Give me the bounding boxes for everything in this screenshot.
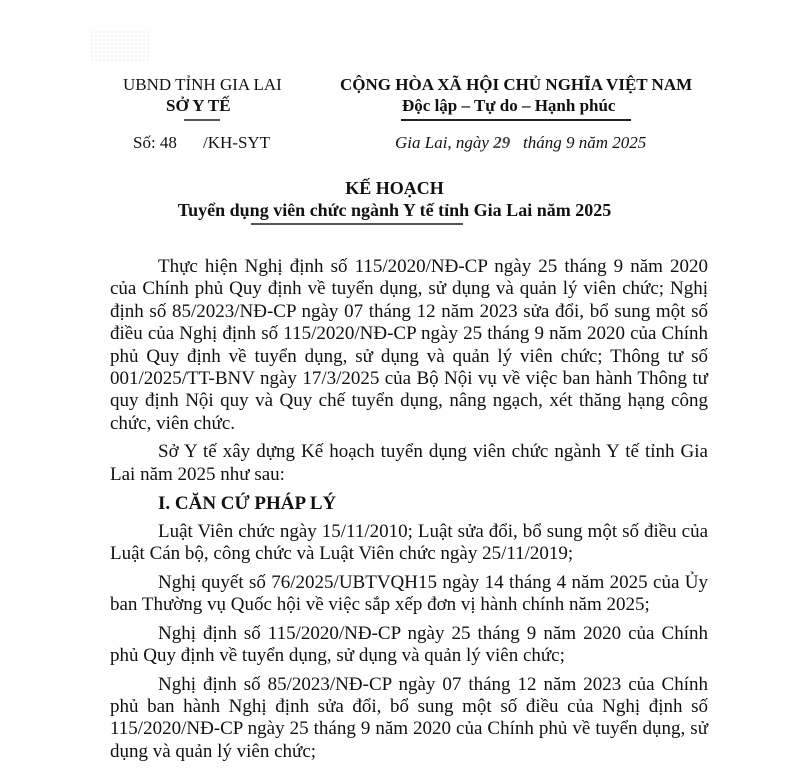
doc-subject: Tuyển dụng viên chức ngành Y tế tỉnh Gia Lai năm 2025 — [177, 200, 612, 220]
date-place — [395, 133, 646, 153]
motto-underline — [401, 119, 631, 121]
date-month-year: tháng 9 năm 2025 — [522, 133, 647, 152]
agency-parent: UBND TỈNH GIA LAI — [123, 75, 282, 94]
cut-off-text — [236, 769, 708, 781]
subject-underline — [251, 223, 463, 225]
legal-basis-item: Nghị quyết số 76/2025/UBTVQH15 ngày 14 tháng 4 năm 2025 của Ủy ban Thường vụ Quốc hội về việc sắp xếp đơn vị hành chính năm 2025; — [110, 571, 708, 616]
legal-basis-item: Nghị định số 115/2020/NĐ-CP ngày 25 tháng 9 năm 2020 của Chính phủ Quy định về tuyển dụng, sử dụng và quản lý viên chức; — [110, 622, 708, 667]
date-day: 29 — [493, 133, 511, 152]
doc-number-prefix: Số: 48 — [133, 133, 177, 152]
document-body — [110, 256, 708, 781]
date-place-label: Gia Lai, ngày — [395, 133, 489, 152]
agency-name: SỞ Y TẾ — [166, 96, 231, 115]
legal-basis-item: Nghị định số 85/2023/NĐ-CP ngày 07 tháng 12 năm 2023 của Chính phủ ban hành Nghị định sửa đổi, bổ sung một số điều của Nghị định số 115/2020/NĐ-CP ngày 25 tháng 9 năm 2020 của Chính phủ về tuyển dụng, sử dụng và quản lý viên chức; — [110, 673, 708, 762]
doc-number-suffix: /KH-SYT — [203, 133, 271, 152]
national-motto: Độc lập – Tự do – Hạnh phúc — [402, 96, 616, 115]
intro-paragraph-1: Thực hiện Nghị định số 115/2020/NĐ-CP ngày 25 tháng 9 năm 2020 của Chính phủ Quy định về tuyển dụng, sử dụng và quản lý viên chức; Nghị định số 85/2023/NĐ-CP ngày 07 tháng 12 năm 2023 sửa đổi, bổ sung một số điều của Nghị định số 115/2020/NĐ-CP ngày 25 tháng 9 năm 2020 của Chính phủ Quy định về tuyển dụng, sử dụng và quản lý viên chức; Thông tư số 001/2025/TT-BNV ngày 17/3/2025 của Bộ Nội vụ về việc ban hành Thông tư quy định Nội quy và Quy chế tuyển dụng, nâng ngạch, xét thăng hạng công chức, viên chức. — [110, 256, 708, 434]
section-heading-legal-basis: I. CĂN CỨ PHÁP LÝ — [158, 493, 337, 515]
doc-type-title: KẾ HOẠCH — [345, 178, 444, 198]
country-name: CỘNG HÒA XÃ HỘI CHỦ NGHĨA VIỆT NAM — [340, 75, 693, 94]
legal-basis-item: Luật Viên chức ngày 15/11/2010; Luật sửa đổi, bổ sung một số điều của Luật Cán bộ, công chức và Luật Viên chức ngày 25/11/2019; — [110, 521, 708, 565]
agency-underline — [184, 119, 220, 121]
intro-paragraph-2: Sở Y tế xây dựng Kế hoạch tuyển dụng viên chức ngành Y tế tỉnh Gia Lai năm 2025 như sau: — [110, 441, 708, 485]
scan-artifact — [90, 30, 150, 62]
